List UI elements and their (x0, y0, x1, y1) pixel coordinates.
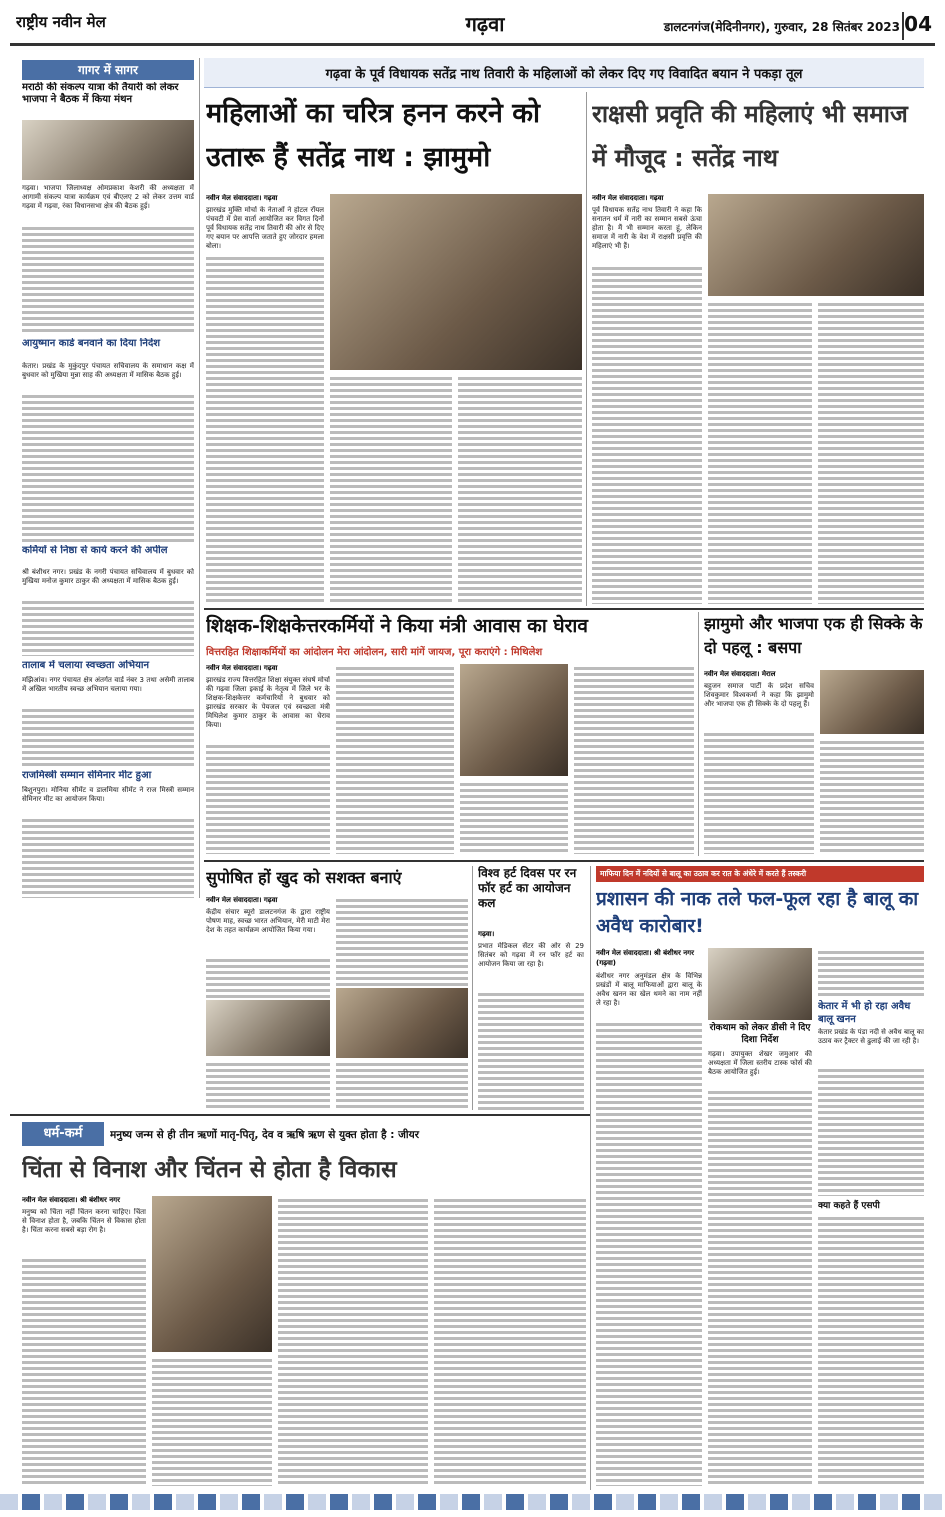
story-body-continuation (22, 392, 194, 542)
story-body-continuation (206, 742, 330, 854)
story-headline: कर्मियों से निष्ठा से कार्य करने की अपील (22, 545, 168, 556)
story-body-continuation (152, 1356, 272, 1486)
story-body-continuation (708, 1088, 812, 1486)
story-body-continuation (818, 1066, 924, 1196)
bsp-leader-photo (820, 670, 924, 734)
byline: नवीन मेल संवाददाता। श्री बंशीधर नगर (गढ़वा) (596, 949, 694, 967)
byline: नवीन मेल संवाददाता। गढ़वा (206, 896, 278, 904)
religion-kicker: धर्म-कर्म (22, 1122, 104, 1146)
left-column-kicker: गागर में सागर (22, 60, 194, 80)
story-body-continuation (818, 948, 924, 998)
story-body-continuation (818, 300, 924, 604)
story-body-continuation (596, 1020, 702, 1486)
story-body-continuation (278, 1196, 428, 1486)
byline: नवीन मेल संवाददाता। गढ़वा (206, 664, 278, 672)
story-body: बंशीधर नगर अनुमंडल क्षेत्र के विभिन्न प्रखंडों में बालू माफियाओं द्वारा बालू के अवैध खनन का खेल थमने का नाम नहीं ले रहा है। (596, 972, 702, 1007)
byline: नवीन मेल संवाददाता। श्री बंशीधर नगर (22, 1196, 120, 1204)
story-body: गढ़वा। उपायुक्त शेखर जमुआर की अध्यक्षता में जिला स्तरीय टास्क फोर्स की बैठक आयोजित हुई। (708, 1050, 812, 1076)
press-conference-photo (330, 194, 582, 370)
story-body-continuation (22, 706, 194, 766)
roadshow-headline: रोकथाम को लेकर डीसी ने दिए दिशा निर्देश (709, 1023, 811, 1045)
sand-kicker: माफिया दिन में नदियों से बालू का उठाव कर रात के अंधेरे में करते हैं तस्करी (596, 866, 924, 882)
story-body-continuation (330, 374, 452, 604)
minister-photo (460, 664, 568, 776)
sand-site-photo (708, 948, 812, 1020)
story-body: केतार। प्रखंड के मुकुंदपुर पंचायत सचिवालय के समाधान कक्ष में बुधवार को मुखिया मुन्ना साह की अध्यक्षता में मासिक बैठक हुई। (22, 362, 194, 379)
teachers-headline: शिक्षक-शिक्षकेत्तरकर्मियों ने किया मंत्री आवास का घेराव (206, 615, 588, 637)
religion-tagline: मनुष्य जन्म से ही तीन ऋणों मातृ-पितृ, देव व ऋषि ऋण से युक्त होता है : जीयर (110, 1129, 420, 1141)
column-divider (590, 866, 591, 1490)
story-body: केंद्रीय संचार ब्यूरो डालटनगंज के द्वारा राष्ट्रीय पोषण माह, स्वच्छ भारत अभियान, मेरी माटी मेरा देश के तहत कार्यक्रम आयोजित किया गया। (206, 908, 330, 934)
ketar-headline: केतार में भी हो रहा अवैध बालू खनन (818, 1001, 911, 1025)
jmm-bjp-headline: झामुमो और भाजपा एक ही सिक्के के दो पहलू : बसपा (704, 614, 923, 657)
story-body: बिशुनपुरा। मोनिया सीमेंट व डालमिया सीमेंट ने राज मिस्त्री सम्मान सेमिनार मीट का आयोजन किया। (22, 786, 194, 803)
story-body-continuation (206, 956, 330, 998)
story-body: बहुजन समाज पार्टी के प्रदेश सचिव शिवकुमार विश्वकर्मा ने कहा कि झामुमो और भाजपा एक ही सिक्के के दो पहलू हैं। (704, 682, 814, 708)
story-headline: राजमिस्त्री सम्मान सेमिनार मीट हुआ (22, 770, 152, 781)
religion-headline: चिंता से विनाश और चिंतन से होता है विकास (22, 1157, 397, 1183)
section-rule (204, 608, 924, 610)
byline: नवीन मेल संवाददाता। मेराल (704, 670, 776, 678)
story-body-continuation (434, 1196, 586, 1486)
lead-headline-jmm: महिलाओं का चरित्र हनन करने को उतारू हैं सतेंद्र नाथ : झामुमो (206, 98, 540, 173)
section-title: गढ़वा (465, 12, 505, 36)
story-body-continuation (458, 374, 582, 604)
ketar-subhead: क्या कहते हैं एसपी (818, 1201, 880, 1211)
satyendra-press-photo (708, 194, 924, 296)
column-divider (586, 92, 587, 606)
meeting-photo (22, 120, 194, 180)
sand-headline: प्रशासन की नाक तले फल-फूल रहा है बालू का अवैध कारोबार! (596, 888, 919, 937)
story-body: मनुष्य को चिंता नहीं चिंतन करना चाहिए। चिंता से विनाश होता है, जबकि चिंतन से विकास होता है। चिंता करना सबसे बड़ा रोग है। (22, 1208, 146, 1234)
story-body: प्रभात मेडिकल सेंटर की ओर से 29 सितंबर को गढ़वा में रन फॉर हर्ट का आयोजन किया जा रहा है। (478, 942, 584, 968)
story-headline: तालाब में चलाया स्वच्छता अभियान (22, 660, 150, 671)
nutrition-event-photo (206, 1000, 330, 1056)
banner-text: गढ़वा के पूर्व विधायक सतेंद्र नाथ तिवारी के महिलाओं को लेकर दिए गए विवादित बयान ने पकड़ा तूल (325, 67, 803, 82)
lead-headline-satyendra: राक्षसी प्रवृति की महिलाएं भी समाज में मौजूद : सतेंद्र नाथ (592, 100, 908, 172)
story-body-continuation (336, 664, 454, 854)
column-divider (472, 866, 473, 1110)
story-body-continuation (336, 896, 468, 986)
teachers-subhead: वित्तरहित शिक्षाकर्मियों का आंदोलन मेरा आंदोलन, सारी मांगें जायज, पूरा कराएंगे : मिथिलेश (206, 647, 543, 658)
column-divider (199, 58, 200, 898)
story-body: झारखंड राज्य वित्तरहित शिक्षा संयुक्त संघर्ष मोर्चा की गढ़वा जिला इकाई के नेतृत्व में जिले भर के शिक्षक-शिक्षकेत्तर कर्मचारियों ने बुधवार को झारखंड सरकार के पेयजल एवं स्वच्छता मंत्री मिथिलेश कुमार ठाकुर के आवास का घेराव किया। (206, 676, 330, 729)
byline: नवीन मेल संवाददाता। गढ़वा (206, 194, 278, 202)
byline: नवीन मेल संवाददाता। गढ़वा (592, 194, 664, 202)
story-headline: आयुष्मान कार्ड बनवाने का दिया निर्देश (22, 338, 161, 349)
newspaper-name: राष्ट्रीय नवीन मेल (16, 13, 106, 31)
story-body-continuation (704, 730, 814, 854)
story-headline: मराठी की संकल्प यात्रा की तैयारी को लेकर भाजपा ने बैठक में किया मंथन (22, 82, 179, 105)
story-body-continuation (22, 224, 194, 334)
section-rule (10, 1114, 590, 1116)
story-body-continuation (708, 300, 812, 604)
story-body: मझिआंव। नगर पंचायत क्षेत्र अंतर्गत वार्ड नंबर 3 तथा असेमी तालाब में अखिल भारतीय स्वच्छ अभियान चलाया गया। (22, 676, 194, 693)
page-number: 04 (902, 12, 932, 40)
dateline: डालटनगंज(मेदिनीनगर), गुरुवार, 28 सितंबर 2023 (663, 20, 900, 34)
story-body: श्री बंशीधर नगर। प्रखंड के नगरी पंचायत सचिवालय में बुधवार को मुखिया मनोज कुमार ठाकुर की अध्यक्षता में मासिक बैठक हुई। (22, 568, 194, 585)
story-body: पूर्व विधायक सतेंद्र नाथ तिवारी ने कहा कि सनातन धर्म में नारी का सम्मान सबसे ऊंचा होता है। मैं भी सम्मान करता हूं, लेकिन समाज में नारी के वेश में राक्षसी प्रवृत्ति की महिलाएं भी हैं। (592, 206, 702, 250)
story-body-continuation (478, 990, 584, 1110)
byline: गढ़वा। (478, 930, 495, 938)
story-body-continuation (206, 1060, 330, 1110)
story-body: गढ़वा। भाजपा जिलाध्यक्ष ओमप्रकाश केशरी की अध्यक्षता में आगामी संकल्प यात्रा कार्यक्रम एवं बीएलए 2 को लेकर उत्तम वार्ड गढ़वा में गढ़वा, रंका विधानसभा क्षेत्र की बैठक हुई। (22, 184, 194, 210)
story-body: झारखंड मुक्ति मोर्चा के नेताओं ने होटल रॉयल पंचवटी में प्रेस वार्ता आयोजित कर विगत दिनों पूर्व विधायक सतेंद्र नाथ तिवारी की ओर से दिए गए बयान पर आपत्ति जताते हुए जोरदार हमला बोला। (206, 206, 324, 250)
story-body-continuation (22, 816, 194, 898)
column-divider (698, 612, 699, 856)
top-banner (204, 58, 924, 88)
story-body-continuation (460, 780, 568, 854)
story-body-continuation (574, 664, 694, 854)
masthead-bar (10, 6, 935, 46)
story-body-continuation (592, 264, 702, 604)
story-body-continuation (818, 1214, 924, 1486)
section-rule (204, 860, 924, 862)
nutrition-headline: सुपोषित हों खुद को सशक्त बनाएं (206, 868, 402, 887)
story-body: केतार प्रखंड के पंडा नदी से अवैध बालू का उठाव कर ट्रैक्टर से ढुलाई की जा रही है। (818, 1028, 924, 1045)
footer-strip (0, 1494, 945, 1510)
heart-day-headline: विश्व हर्ट दिवस पर रन फॉर हर्ट का आयोजन कल (478, 866, 577, 910)
speaker-photo (336, 988, 468, 1058)
story-body-continuation (336, 1060, 468, 1110)
story-body-continuation (22, 598, 194, 656)
saint-photo (152, 1196, 272, 1352)
story-body-continuation (820, 738, 924, 854)
story-body-continuation (22, 1256, 146, 1486)
story-body-continuation (206, 254, 324, 604)
